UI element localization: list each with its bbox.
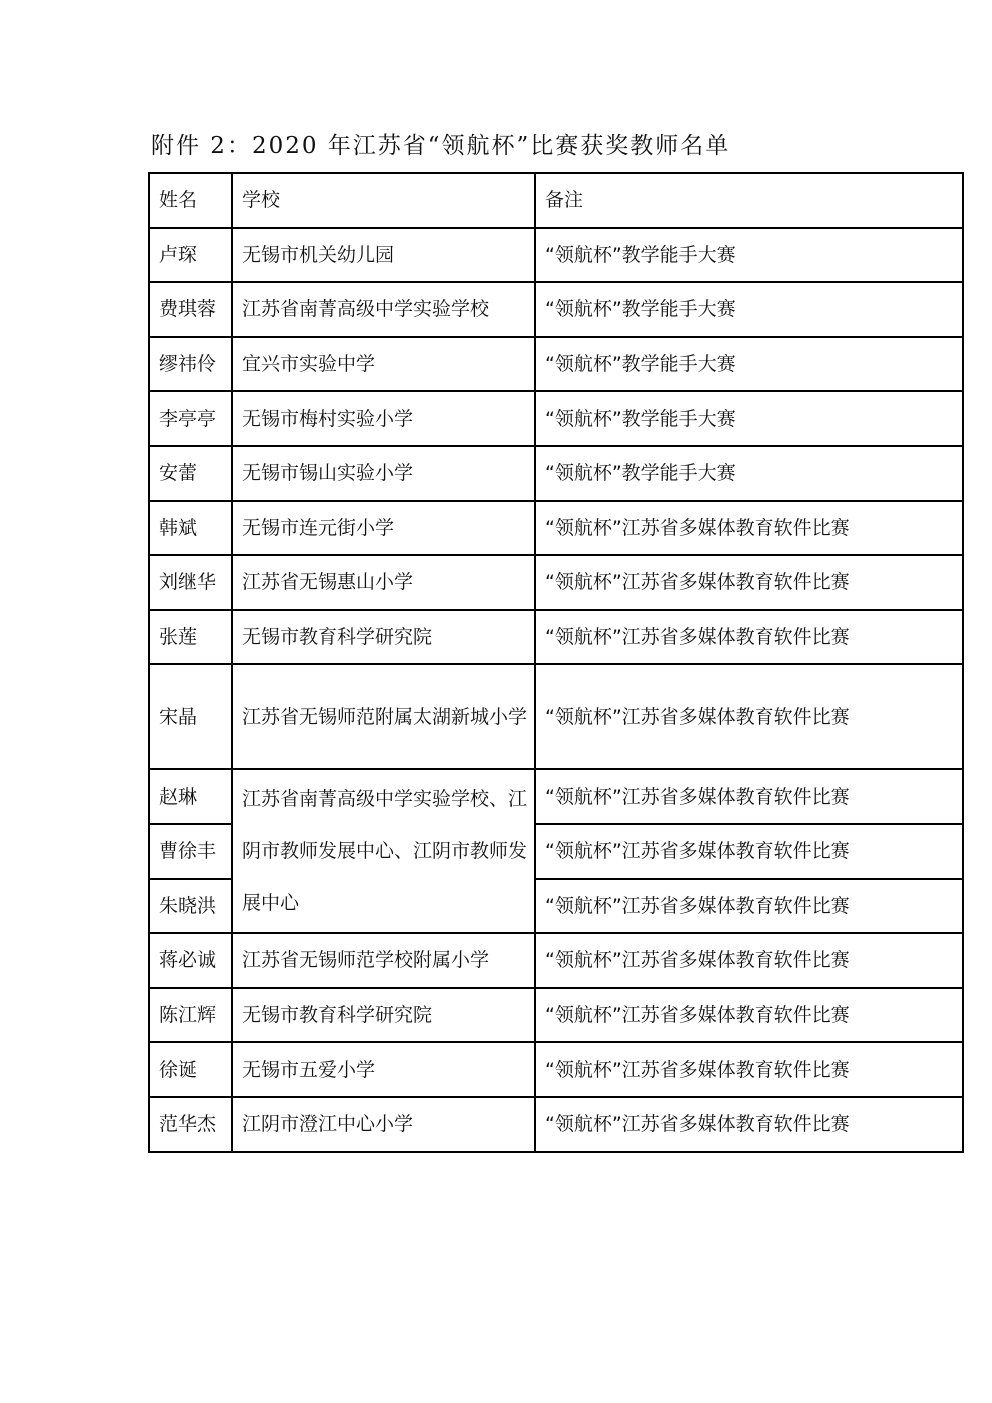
cell-school: 无锡市教育科学研究院 xyxy=(232,988,535,1043)
cell-note: “领航杯”教学能手大赛 xyxy=(535,446,963,501)
cell-note: “领航杯”江苏省多媒体教育软件比赛 xyxy=(535,1097,963,1152)
cell-name: 刘继华 xyxy=(149,555,232,610)
cell-school: 无锡市五爱小学 xyxy=(232,1042,535,1097)
cell-school: 宜兴市实验中学 xyxy=(232,337,535,392)
cell-name: 范华杰 xyxy=(149,1097,232,1152)
cell-name: 卢琛 xyxy=(149,228,232,283)
cell-name: 陈江辉 xyxy=(149,988,232,1043)
page-title: 附件 2：2020 年江苏省“领航杯”比赛获奖教师名单 xyxy=(151,133,731,159)
cell-note: “领航杯”教学能手大赛 xyxy=(535,282,963,337)
cell-note: “领航杯”江苏省多媒体教育软件比赛 xyxy=(535,933,963,988)
header-school: 学校 xyxy=(232,173,535,228)
table-row xyxy=(149,610,963,665)
cell-note: “领航杯”江苏省多媒体教育软件比赛 xyxy=(535,501,963,556)
cell-school: 江苏省无锡师范学校附属小学 xyxy=(232,933,535,988)
cell-name: 缪祎伶 xyxy=(149,337,232,392)
cell-note: “领航杯”江苏省多媒体教育软件比赛 xyxy=(535,610,963,665)
cell-school: 无锡市机关幼儿园 xyxy=(232,228,535,283)
cell-school: 无锡市教育科学研究院 xyxy=(232,610,535,665)
cell-note: “领航杯”江苏省多媒体教育软件比赛 xyxy=(535,879,963,934)
cell-name: 徐诞 xyxy=(149,1042,232,1097)
cell-note: “领航杯”江苏省多媒体教育软件比赛 xyxy=(535,988,963,1043)
cell-name: 赵琳 xyxy=(149,769,232,824)
cell-school: 江苏省无锡师范附属太湖新城小学 xyxy=(232,664,535,769)
table-header-row xyxy=(149,173,963,228)
cell-name: 蒋必诚 xyxy=(149,933,232,988)
table-row xyxy=(149,337,963,392)
cell-note: “领航杯”教学能手大赛 xyxy=(535,391,963,446)
cell-school: 无锡市锡山实验小学 xyxy=(232,446,535,501)
table-row xyxy=(149,933,963,988)
cell-school: 江阴市澄江中心小学 xyxy=(232,1097,535,1152)
cell-note: “领航杯”教学能手大赛 xyxy=(535,337,963,392)
cell-name: 宋晶 xyxy=(149,664,232,769)
header-note: 备注 xyxy=(535,173,963,228)
table-row xyxy=(149,282,963,337)
award-winners-table xyxy=(148,172,964,1153)
table-row xyxy=(149,1097,963,1152)
cell-name: 费琪蓉 xyxy=(149,282,232,337)
cell-name: 李亭亭 xyxy=(149,391,232,446)
cell-note: “领航杯”江苏省多媒体教育软件比赛 xyxy=(535,664,963,769)
cell-school: 无锡市连元街小学 xyxy=(232,501,535,556)
cell-name: 韩斌 xyxy=(149,501,232,556)
cell-note: “领航杯”江苏省多媒体教育软件比赛 xyxy=(535,555,963,610)
cell-note: “领航杯”江苏省多媒体教育软件比赛 xyxy=(535,824,963,879)
table-row xyxy=(149,446,963,501)
table-row xyxy=(149,228,963,283)
table-row xyxy=(149,555,963,610)
cell-note: “领航杯”江苏省多媒体教育软件比赛 xyxy=(535,769,963,824)
table-row xyxy=(149,1042,963,1097)
table-row xyxy=(149,769,963,824)
cell-note: “领航杯”江苏省多媒体教育软件比赛 xyxy=(535,1042,963,1097)
cell-name: 安蕾 xyxy=(149,446,232,501)
cell-school: 江苏省南菁高级中学实验学校 xyxy=(232,282,535,337)
cell-name: 张莲 xyxy=(149,610,232,665)
cell-school-merged: 江苏省南菁高级中学实验学校、江阴市教师发展中心、江阴市教师发展中心 xyxy=(232,769,535,933)
cell-name: 朱晓洪 xyxy=(149,879,232,934)
cell-school: 无锡市梅村实验小学 xyxy=(232,391,535,446)
table-row xyxy=(149,501,963,556)
table-row xyxy=(149,391,963,446)
cell-note: “领航杯”教学能手大赛 xyxy=(535,228,963,283)
table-row xyxy=(149,664,963,769)
cell-school: 江苏省无锡惠山小学 xyxy=(232,555,535,610)
cell-name: 曹徐丰 xyxy=(149,824,232,879)
table-row xyxy=(149,988,963,1043)
header-name: 姓名 xyxy=(149,173,232,228)
